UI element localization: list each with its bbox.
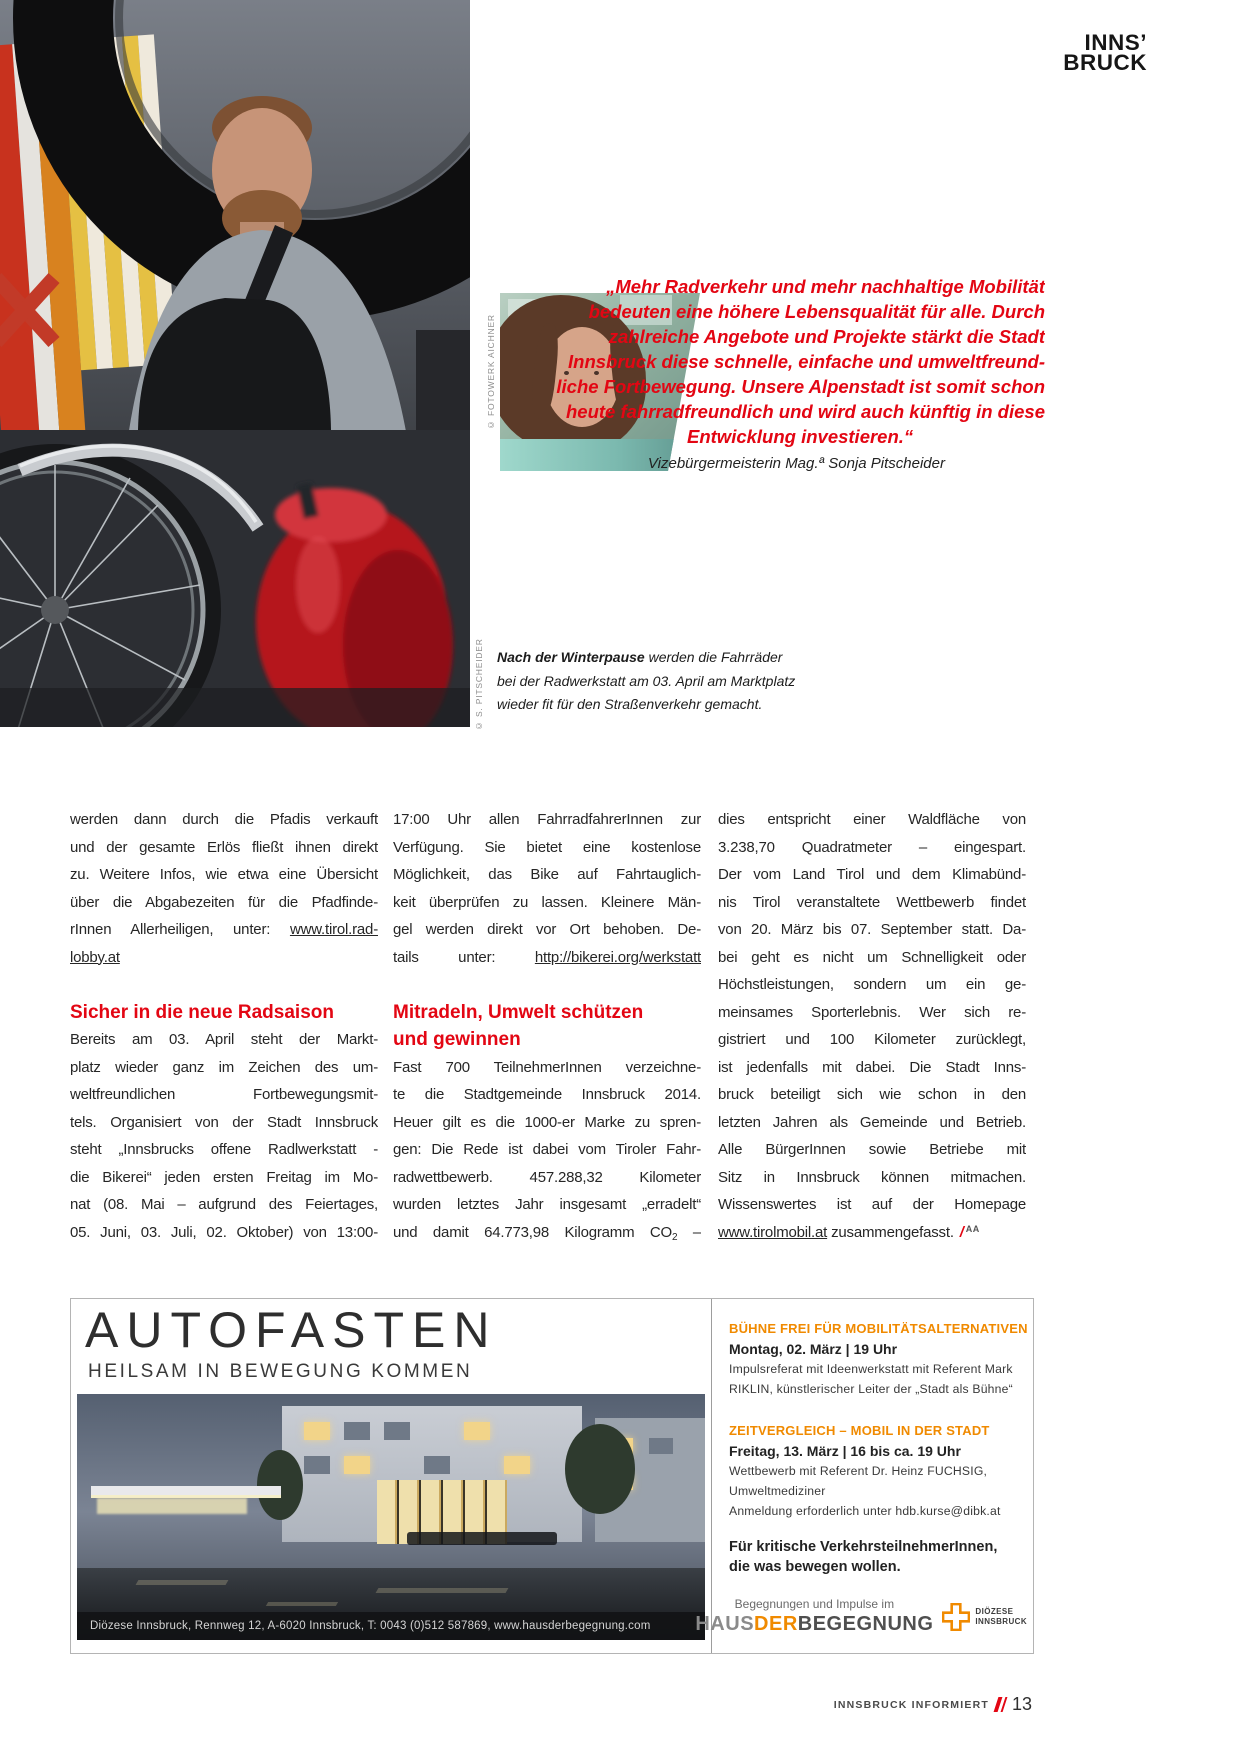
text-line bbox=[729, 1557, 1029, 1577]
link[interactable]: www.tirol.rad- bbox=[289, 921, 378, 938]
photo-canopy bbox=[91, 1486, 281, 1495]
text-segment: ist jedenfalls mit dabei. Die Stadt Inns- bbox=[718, 1058, 1026, 1076]
text-line bbox=[497, 693, 807, 717]
text-segment: Der vom Land Tirol und dem Klimabünd- bbox=[718, 866, 1026, 883]
text-line bbox=[729, 1379, 1029, 1399]
article-column-1 bbox=[70, 806, 378, 1246]
text-segment: 2 bbox=[671, 1231, 678, 1243]
event1-description bbox=[729, 1359, 1029, 1399]
text-line bbox=[718, 916, 1026, 944]
text-segment: zahlreiche Angebote und Projekte stärkt die Stadt bbox=[608, 326, 1045, 347]
text-segment: Innsbruck diese schnelle, einfache und umweltfreund- bbox=[568, 351, 1045, 372]
text-segment: und damit 64.773,98 Kilogramm CO bbox=[393, 1223, 672, 1241]
text-line bbox=[393, 916, 701, 944]
text-segment: über die Abgabezeiten für die Pfadfinde- bbox=[70, 893, 378, 911]
diocese-cross-icon bbox=[942, 1603, 970, 1631]
text-segment: gistriert und 100 Kilometer zurücklegt, bbox=[718, 1031, 1026, 1048]
subheading-mitradeln bbox=[393, 999, 701, 1054]
paragraph bbox=[70, 1026, 378, 1246]
photo-tree bbox=[565, 1424, 635, 1514]
text-segment: dies entspricht einer Waldfläche von bbox=[718, 811, 1026, 828]
text-line bbox=[70, 1136, 378, 1164]
text-segment: Mitradeln, Umwelt schützen bbox=[393, 1001, 644, 1023]
text-line bbox=[70, 1109, 378, 1137]
bike-repair-photo bbox=[0, 0, 470, 727]
text-line bbox=[718, 1081, 1026, 1109]
text-segment: – bbox=[677, 1223, 701, 1241]
ad-events bbox=[695, 1299, 1029, 1636]
text-line bbox=[525, 349, 1045, 374]
event1-heading: BÜHNE FREI FÜR MOBILITÄTSALTERNATIVEN bbox=[729, 1321, 1028, 1336]
text-segment: die Bikerei“ jeden ersten Freitag im Mo- bbox=[70, 1168, 378, 1186]
event2-description bbox=[729, 1461, 1029, 1521]
text-line bbox=[70, 1164, 378, 1192]
text-line bbox=[70, 1026, 378, 1054]
text-line bbox=[718, 999, 1026, 1027]
text-segment: werden die Fahrräder bbox=[644, 649, 783, 665]
text-segment: liche Fortbewegung. Unsere Alpenstadt ist somit schon bbox=[556, 376, 1045, 397]
text-line bbox=[393, 1081, 701, 1109]
text-line bbox=[718, 1109, 1026, 1137]
diocese-name: DIÖZESE INNSBRUCK bbox=[975, 1607, 1027, 1626]
pull-quote bbox=[525, 274, 1045, 449]
text-segment: meinsames Sporterlebnis. Wer sich re- bbox=[718, 1003, 1026, 1021]
text-line bbox=[393, 889, 701, 917]
text-line bbox=[525, 399, 1045, 424]
photo-credit-main: © S. PITSCHEIDER bbox=[474, 638, 484, 731]
text-segment: und gewinnen bbox=[393, 1029, 521, 1050]
text-segment: RIKLIN, künstlerischer Leiter der „Stadt als Bühne“ bbox=[729, 1382, 1013, 1396]
text-segment: Sitz in Innsbruck können mitmachen. bbox=[718, 1168, 1026, 1186]
text-segment: radwettbewerb. 457.288,32 Kilometer bbox=[393, 1168, 701, 1186]
text-segment: „Mehr Radverkehr und mehr nachhaltige Mobilität bbox=[606, 276, 1045, 297]
subheading-radsaison: Sicher in die neue Radsaison bbox=[70, 1001, 334, 1023]
text-line bbox=[718, 889, 1026, 917]
text-line bbox=[70, 1054, 378, 1082]
text-segment: bedeuten eine höhere Lebensqualität für alle. Durch bbox=[588, 301, 1045, 322]
text-segment: gel werden direkt vor Ort behoben. De- bbox=[393, 921, 701, 938]
text-line bbox=[497, 670, 807, 694]
text-segment: / bbox=[959, 1223, 964, 1241]
footer-magazine-name: INNSBRUCK INFORMIERT bbox=[833, 1698, 989, 1711]
text-segment: zu. Weitere Infos, wie etwa eine Übersicht bbox=[70, 866, 378, 883]
text-segment: rInnen Allerheiligen, unter: bbox=[70, 921, 290, 938]
ad-address: Diözese Innsbruck, Rennweg 12, A-6020 Innsbruck, T: 0043 (0)512 587869, www.hausderbegegnung.com bbox=[77, 1612, 705, 1640]
page-number: 13 bbox=[1011, 1694, 1032, 1714]
text-line bbox=[70, 916, 378, 944]
text-line bbox=[393, 1191, 701, 1219]
text-line bbox=[729, 1359, 1029, 1379]
text-line bbox=[70, 889, 378, 917]
text-line bbox=[393, 1164, 701, 1192]
text-segment: werden dann durch die Pfadis verkauft bbox=[70, 811, 378, 828]
text-line bbox=[70, 944, 378, 972]
text-segment: Bereits am 03. April steht der Markt- bbox=[70, 1031, 378, 1048]
text-line bbox=[718, 1054, 1026, 1082]
text-segment: Heuer gilt es die 1000-er Marke zu spren- bbox=[393, 1113, 701, 1131]
logo-line-1: INNS’ bbox=[1084, 30, 1147, 55]
text-line bbox=[393, 944, 701, 972]
text-line bbox=[718, 834, 1026, 862]
ad-note bbox=[729, 1537, 1029, 1577]
text-line bbox=[729, 1481, 1029, 1501]
text-line bbox=[718, 861, 1026, 889]
spacer bbox=[393, 971, 701, 999]
text-line bbox=[718, 1219, 1026, 1247]
text-line bbox=[393, 806, 701, 834]
text-segment: Umweltmediziner bbox=[729, 1484, 826, 1498]
photo-tree bbox=[257, 1450, 303, 1520]
text-line bbox=[70, 1219, 378, 1247]
text-segment: platz wieder ganz im Zeichen des um- bbox=[70, 1058, 378, 1076]
text-line bbox=[393, 1219, 701, 1247]
text-line bbox=[525, 299, 1045, 324]
text-line bbox=[393, 861, 701, 889]
text-segment: weltfreundlichen Fortbewegungsmit- bbox=[70, 1086, 378, 1103]
text-line bbox=[70, 1191, 378, 1219]
text-segment: Wissenswertes ist auf der Homepage bbox=[718, 1196, 1026, 1213]
text-line bbox=[718, 944, 1026, 972]
text-line bbox=[718, 1136, 1026, 1164]
text-line bbox=[70, 1081, 378, 1109]
text-line bbox=[525, 424, 1045, 449]
text-segment: Nach der Winterpause bbox=[497, 649, 645, 665]
text-segment: zusammengefasst. bbox=[827, 1223, 958, 1241]
text-segment: Impulsreferat mit Ideenwerkstatt mit Referent Mark bbox=[729, 1362, 1013, 1376]
text-segment: Fast 700 TeilnehmerInnen verzeichne- bbox=[393, 1058, 701, 1076]
photo-credit-portrait: © FOTOWERK AICHNER bbox=[486, 314, 496, 430]
text-segment: bruck beteiligt sich wie schon in den bbox=[718, 1086, 1026, 1103]
paragraph bbox=[718, 806, 1026, 1246]
text-segment: Verfügung. Sie bietet eine kostenlose bbox=[393, 838, 701, 856]
paragraph bbox=[393, 806, 701, 971]
logo-line-2: BRUCK bbox=[1063, 50, 1147, 75]
text-segment: letzten Jahren als Gemeinde und Betrieb. bbox=[718, 1113, 1026, 1131]
text-segment: von 20. März bis 07. September statt. Da- bbox=[718, 921, 1026, 938]
text-segment: 3.238,70 Quadratmeter – eingespart. bbox=[718, 838, 1026, 856]
photo-caption bbox=[497, 646, 807, 717]
ad-subtitle: HEILSAM IN BEWEGUNG KOMMEN bbox=[88, 1361, 473, 1382]
text-line bbox=[525, 324, 1045, 349]
text-line bbox=[718, 806, 1026, 834]
text-segment: und der gesamte Erlös fließt ihnen direkt bbox=[70, 838, 378, 856]
text-line bbox=[718, 1026, 1026, 1054]
event2-datetime: Freitag, 13. März | 16 bis ca. 19 Uhr bbox=[729, 1443, 961, 1459]
text-segment: nis Tirol veranstaltete Wettbewerb findet bbox=[718, 893, 1026, 911]
text-line bbox=[729, 1461, 1029, 1481]
event2-heading: ZEITVERGLEICH – MOBIL IN DER STADT bbox=[729, 1423, 990, 1438]
text-segment: 05. Juni, 03. Juli, 02. Oktober) von 13:00- bbox=[70, 1223, 378, 1241]
text-segment: keit überprüfen zu lassen. Kleinere Män- bbox=[393, 893, 701, 911]
text-segment: Möglichkeit, das Bike auf Fahrtauglich- bbox=[393, 866, 701, 883]
photo-bicycles bbox=[407, 1532, 557, 1545]
brand-wordmark: HAUSDERBEGEGNUNG bbox=[695, 1613, 934, 1635]
text-line bbox=[718, 1164, 1026, 1192]
haus-der-begegnung-brand bbox=[695, 1597, 1029, 1636]
diocese-logo bbox=[942, 1603, 1027, 1631]
text-segment: AA bbox=[965, 1223, 980, 1234]
text-segment: te die Stadtgemeinde Innsbruck 2014. bbox=[393, 1086, 701, 1103]
text-segment: die was bewegen wollen. bbox=[729, 1559, 901, 1575]
link[interactable]: www.tirolmobil.at bbox=[718, 1223, 828, 1241]
text-line bbox=[729, 1501, 1029, 1521]
text-segment: tels. Organisiert von der Stadt Innsbruck bbox=[70, 1113, 378, 1131]
text-segment: steht „Innsbrucks offene Radlwerkstatt - bbox=[70, 1141, 378, 1158]
innsbruck-logo bbox=[1040, 30, 1147, 75]
bike-repair-photo-art bbox=[0, 0, 470, 727]
text-line bbox=[497, 646, 807, 670]
spacer bbox=[70, 971, 378, 999]
text-segment: tails unter: bbox=[393, 948, 535, 966]
text-segment: wurden letztes Jahr insgesamt „erradelt“ bbox=[393, 1196, 701, 1213]
text-line bbox=[718, 1191, 1026, 1219]
text-segment: bei der Radwerkstatt am 03. April am Marktplatz bbox=[497, 672, 796, 689]
text-line bbox=[393, 834, 701, 862]
text-segment: wieder fit für den Straßenverkehr gemacht. bbox=[497, 696, 763, 712]
paragraph bbox=[70, 806, 378, 971]
link[interactable]: lobby.at bbox=[70, 948, 120, 966]
paragraph bbox=[393, 1054, 701, 1247]
text-segment: Für kritische VerkehrsteilnehmerInnen, bbox=[729, 1539, 998, 1555]
text-segment: gen: Die Rede ist dabei vom Tiroler Fahr- bbox=[393, 1141, 701, 1158]
text-segment: nat (08. Mai – aufgrund des Feiertages, bbox=[70, 1196, 378, 1213]
text-line bbox=[525, 374, 1045, 399]
text-segment: Anmeldung erforderlich unter hdb.kurse@dibk.at bbox=[729, 1504, 1001, 1518]
text-line bbox=[525, 274, 1045, 299]
text-line bbox=[393, 1109, 701, 1137]
text-segment: heute fahrradfreundlich und wird auch künftig in diese bbox=[566, 401, 1045, 422]
text-line bbox=[393, 1136, 701, 1164]
page-footer bbox=[834, 1694, 1032, 1715]
text-line bbox=[70, 861, 378, 889]
text-segment: bei geht es nicht um Schnelligkeit oder bbox=[718, 948, 1026, 966]
brand-tagline: Begegnungen und Impulse im bbox=[734, 1597, 895, 1611]
link[interactable]: http://bikerei.org/werkstatt bbox=[534, 948, 701, 966]
text-segment: 17:00 Uhr allen FahrradfahrerInnen zur bbox=[393, 811, 701, 828]
text-line bbox=[70, 834, 378, 862]
article-column-2 bbox=[393, 806, 701, 1246]
text-segment: Höchstleistungen, sondern um ein ge- bbox=[718, 976, 1026, 993]
text-line bbox=[393, 1054, 701, 1082]
article-column-3 bbox=[718, 806, 1026, 1246]
haus-der-begegnung-photo bbox=[77, 1394, 705, 1640]
text-line bbox=[393, 999, 701, 1027]
text-segment: Wettbewerb mit Referent Dr. Heinz FUCHSIG, bbox=[729, 1464, 988, 1478]
ad-title: AUTOFASTEN bbox=[85, 1302, 498, 1358]
text-line bbox=[393, 1026, 701, 1054]
text-segment: Alle BürgerInnen sowie Betriebe mit bbox=[718, 1141, 1026, 1158]
text-line bbox=[729, 1537, 1029, 1557]
text-line bbox=[70, 806, 378, 834]
quote-attribution: Vizebürgermeisterin Mag.ª Sonja Pitscheider bbox=[647, 455, 945, 472]
text-line bbox=[718, 971, 1026, 999]
text-segment: Entwicklung investieren.“ bbox=[687, 426, 914, 447]
autofasten-ad bbox=[70, 1298, 1034, 1654]
event1-datetime: Montag, 02. März | 19 Uhr bbox=[729, 1341, 898, 1357]
